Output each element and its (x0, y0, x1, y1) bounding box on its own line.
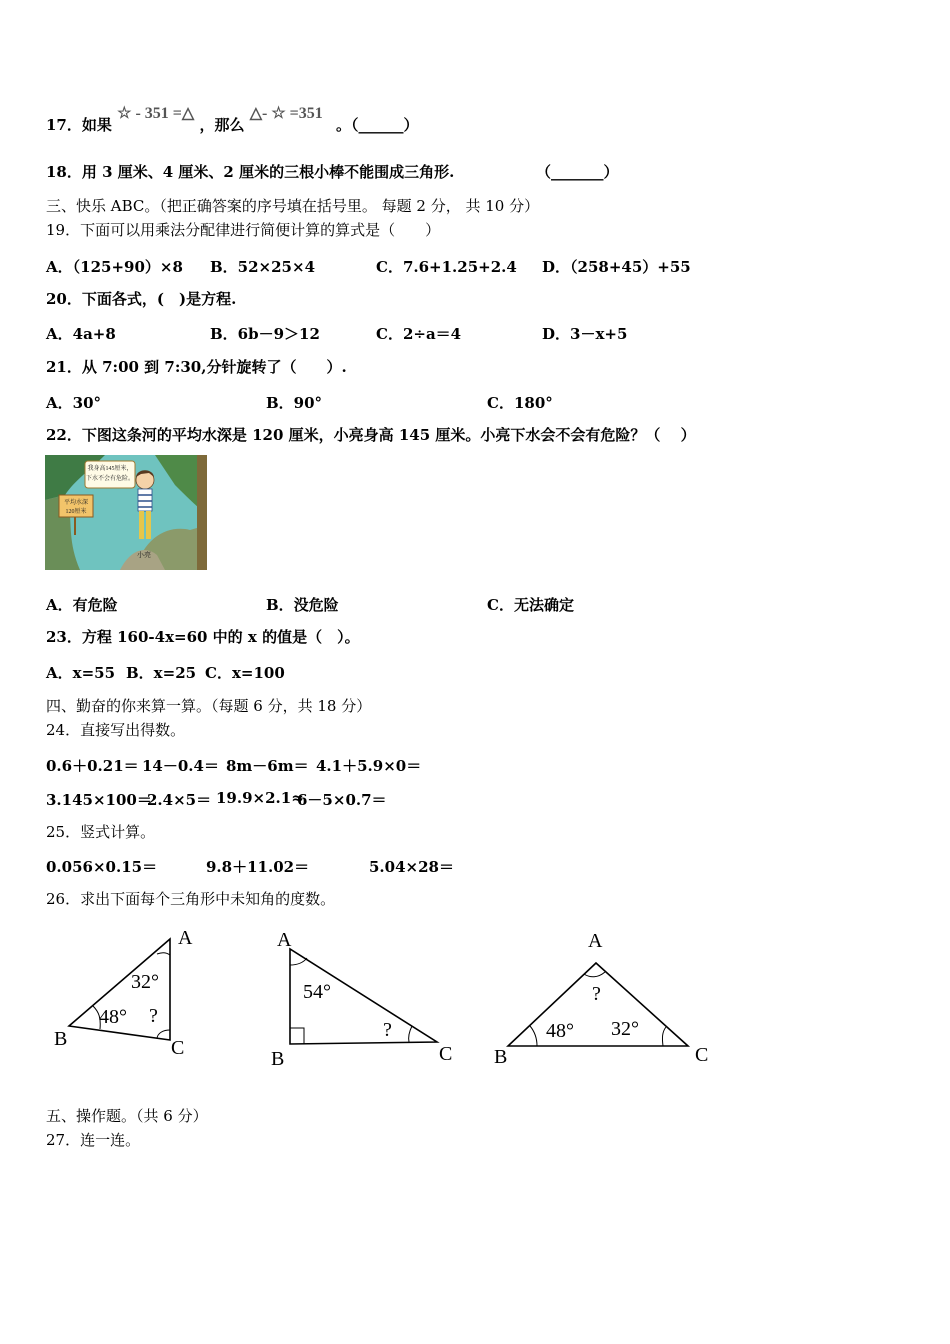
bubble-line1: 我身高145厘米， (87, 466, 133, 472)
q17-expr1: ☆ - 351 =△ (117, 105, 195, 122)
q24-row2-item3: 19.9×2.1≈ (216, 789, 304, 807)
q21-text: 21．从 7:00 到 7:30,分针旋转了（ ）. (46, 358, 347, 376)
q25-item3: 5.04×28＝ (369, 858, 454, 876)
triangle-2 (265, 922, 465, 1072)
q26-text: 26．求出下面每个三角形中未知角的度数。 (46, 890, 336, 908)
q20-option-a: A．4a+8 (46, 325, 116, 343)
bubble-line2: 下水不会有危险。 (85, 476, 135, 482)
q24-row2-item4: 6－5×0.7＝ (297, 791, 387, 809)
q24-row1-item3: 8m－6m＝ (226, 757, 309, 775)
section4-heading: 四、勤奋的你来算一算。（每题 6 分，共 18 分） (46, 697, 372, 715)
river-illustration (45, 455, 207, 570)
q19-option-b: B．52×25×4 (210, 258, 316, 276)
q24-row2-item2: 2.4×5＝ (147, 791, 212, 809)
tri2-label-c: C (439, 1043, 453, 1065)
sign-line2: 120厘米 (65, 509, 87, 515)
q24-text: 24．直接写出得数。 (46, 721, 186, 739)
q23-option-c: C．x=100 (205, 664, 285, 682)
q24-row1-item4: 4.1＋5.9×0＝ (316, 757, 422, 775)
q23-text: 23．方程 160-4x=60 中的 x 的值是（ ）。 (46, 628, 360, 646)
tri2-label-b: B (271, 1048, 285, 1070)
tri3-unknown: ? (592, 983, 601, 1005)
q17 (46, 105, 419, 136)
q23-option-b: B．x=25 (126, 664, 197, 682)
q17-prefix: 17．如果 (46, 116, 112, 134)
q17-suffix: 。（______） (336, 116, 419, 134)
tri3-angle-b: 48° (546, 1020, 574, 1042)
q18-blank: （_______） (536, 163, 619, 181)
q18-text: 18．用 3 厘米、4 厘米、2 厘米的三根小棒不能围成三角形. (46, 163, 455, 181)
q19-option-a: A．（125+90）×8 (46, 258, 183, 276)
character-name: 小亮 (137, 551, 151, 559)
sign-line1: 平均水深 (63, 500, 89, 506)
q24-row1-item1: 0.6＋0.21＝ (46, 757, 139, 775)
q22-option-a: A．有危险 (46, 596, 118, 614)
q21-option-c: C．180° (487, 394, 553, 412)
tri2-label-a: A (277, 929, 292, 951)
q21-option-a: A．30° (46, 394, 102, 412)
q22-option-c: C．无法确定 (487, 596, 574, 614)
q18 (46, 162, 454, 182)
tri2-unknown: ? (383, 1019, 392, 1041)
tri3-label-c: C (695, 1044, 709, 1066)
q25-item1: 0.056×0.15＝ (46, 858, 158, 876)
q20-option-c: C．2÷a＝4 (376, 325, 462, 343)
q19-option-c: C．7.6+1.25+2.4 (376, 258, 517, 276)
tri1-label-b: B (54, 1028, 68, 1050)
q23-option-a: A．x=55 (46, 664, 116, 682)
q19-text: 19．下面可以用乘法分配律进行简便计算的算式是（ ） (46, 221, 441, 239)
q19-option-d: D．（258+45）+55 (542, 258, 691, 276)
tri1-label-a: A (178, 927, 193, 949)
q17-mid: ，那么 (199, 116, 245, 134)
triangle-1 (45, 922, 225, 1062)
tri1-angle-b: 48° (99, 1006, 127, 1028)
q24-row1-item2: 14－0.4＝ (142, 757, 219, 775)
river-picture (45, 455, 207, 570)
section5-heading: 五、操作题。（共 6 分） (46, 1107, 208, 1125)
q22-option-b: B．没危险 (266, 596, 339, 614)
tri3-angle-c: 32° (611, 1018, 639, 1040)
tri3-label-a: A (588, 930, 603, 952)
q25-item2: 9.8＋11.02＝ (206, 858, 310, 876)
tri3-label-b: B (494, 1046, 508, 1068)
section3-heading: 三、快乐 ABC。（把正确答案的序号填在括号里。 每题 2 分， 共 10 分） (46, 197, 540, 215)
q17-expr2: △- ☆ =351 (249, 105, 323, 122)
q24-row2-item1: 3.145×100＝ (46, 791, 152, 809)
tri1-angle-a: 32° (131, 971, 159, 993)
q20-text: 20．下面各式，( )是方程. (46, 290, 237, 308)
q27-text: 27．连一连。 (46, 1131, 141, 1149)
q22-text: 22．下图这条河的平均水深是 120 厘米，小亮身高 145 厘米。小亮下水会不会有危险？（ ） (46, 426, 696, 444)
triangle-3 (490, 925, 720, 1070)
q25-text: 25．竖式计算。 (46, 823, 156, 841)
tri2-angle-a: 54° (303, 981, 331, 1003)
tri1-label-c: C (171, 1037, 185, 1059)
q20-option-b: B．6b－9＞12 (210, 325, 320, 343)
tri1-unknown: ? (149, 1005, 158, 1027)
q21-option-b: B．90° (266, 394, 323, 412)
q20-option-d: D．3－x+5 (542, 325, 628, 343)
